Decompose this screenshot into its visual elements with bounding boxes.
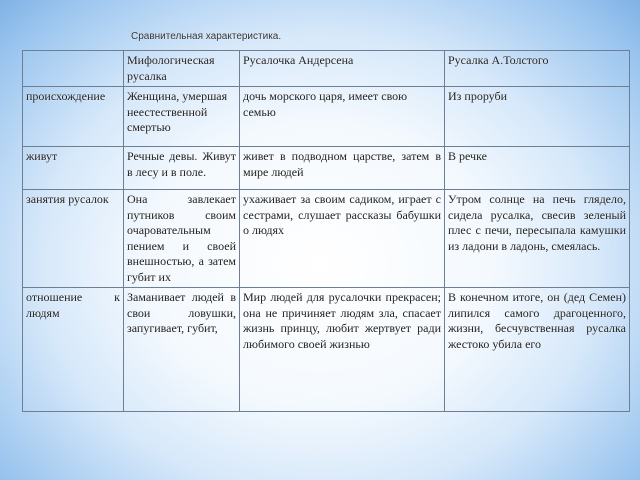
- header-tolstoy: Русалка А.Толстого: [445, 51, 630, 87]
- row-label: занятия русалок: [23, 190, 124, 288]
- cell-andersen: Мир людей для русалочки прекрасен; она не причиняет людям зла, спасает жизнь принцу, любит жертвует ради любимого своей жизнью: [240, 288, 445, 412]
- cell-myth: Речные девы. Живут в лесу и в поле.: [124, 147, 240, 190]
- cell-myth: Женщина, умершая неестественной смертью: [124, 87, 240, 147]
- cell-andersen: живет в подводном царстве, затем в мире людей: [240, 147, 445, 190]
- cell-myth: Заманивает людей в свои ловушки, запугивает, губит,: [124, 288, 240, 412]
- table-row: [23, 147, 630, 190]
- cell-tolstoy: Утром солнце на печь глядело, сидела русалка, свесив зеленый плес с печи, пересыпала камушки из ладони в ладонь, смеялась.: [445, 190, 630, 288]
- cell-myth: Она завлекает путников своим очаровательным пением и своей внешностью, а затем губит их: [124, 190, 240, 288]
- row-label: отношение к людям: [23, 288, 124, 412]
- slide-title: Сравнительная характеристика.: [131, 31, 282, 42]
- table-header-row: [23, 51, 630, 87]
- row-label: происхождение: [23, 87, 124, 147]
- row-label: живут: [23, 147, 124, 190]
- cell-andersen: дочь морского царя, имеет свою семью: [240, 87, 445, 147]
- table-row: [23, 190, 630, 288]
- cell-tolstoy: Из проруби: [445, 87, 630, 147]
- table-row: [23, 288, 630, 412]
- header-andersen: Русалочка Андерсена: [240, 51, 445, 87]
- cell-andersen: ухаживает за своим садиком, играет с сестрами, слушает рассказы бабушки о людях: [240, 190, 445, 288]
- comparison-table: [22, 50, 630, 412]
- cell-tolstoy: В конечном итоге, он (дед Семен) липился самого драгоценного, жизни, бесчувственная русалка жестоко убила его: [445, 288, 630, 412]
- cell-tolstoy: В речке: [445, 147, 630, 190]
- header-myth: Мифологическая русалка: [124, 51, 240, 87]
- table-row: [23, 87, 630, 147]
- header-empty-cell: [23, 51, 124, 87]
